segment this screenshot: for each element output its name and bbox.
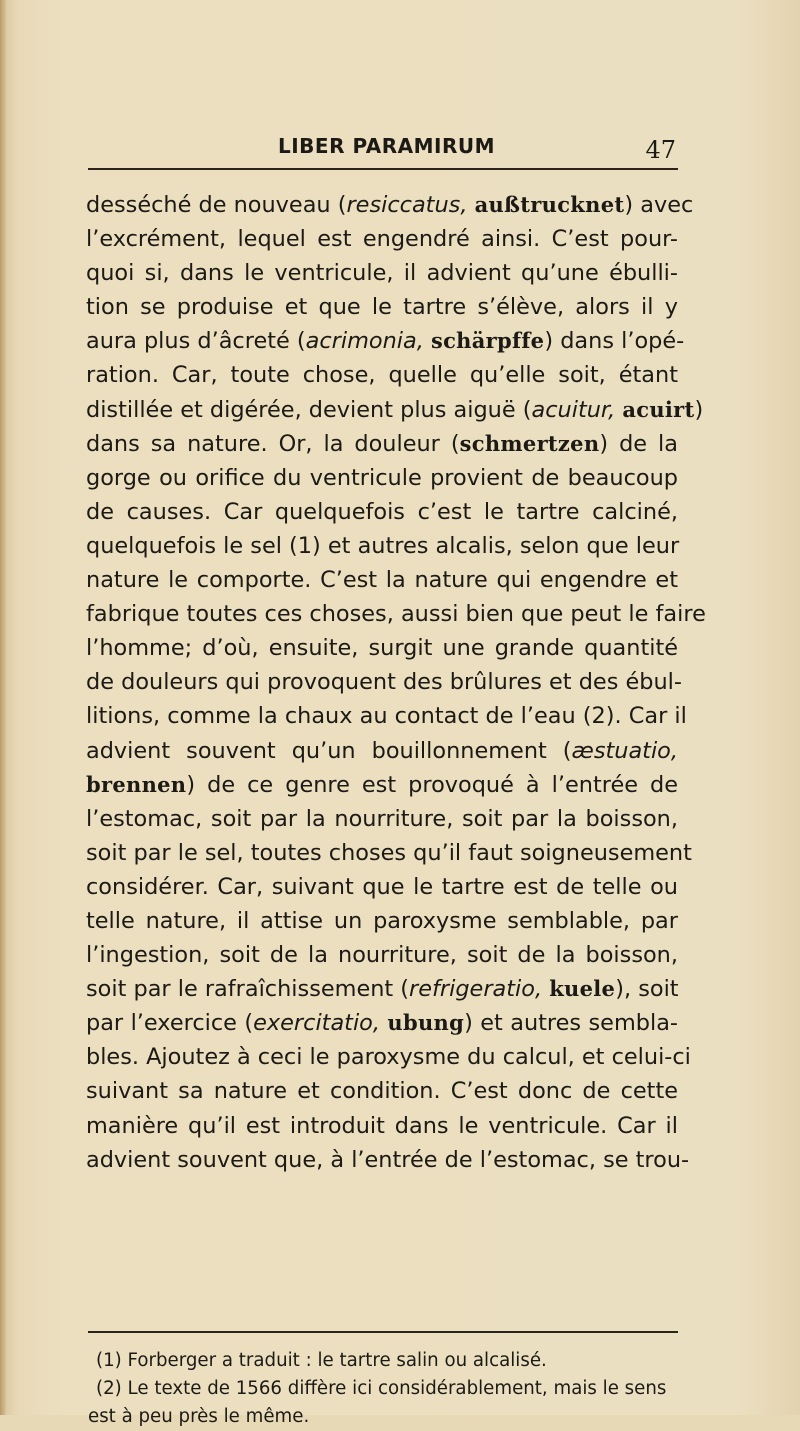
- text-run: aura plus d’âcreté (: [86, 328, 306, 355]
- text-line: [86, 222, 678, 256]
- text-run: ), soit: [615, 976, 679, 1003]
- text-line: [86, 597, 706, 631]
- body-text: [86, 188, 706, 1177]
- footnote-1: (1) Forberger a traduit : le tartre salin ou alcalisé.: [96, 1350, 547, 1371]
- text-run: advient souvent que, à l’entrée de l’estomac, se trou-: [86, 1146, 690, 1173]
- text-run: ) de ce genre est provoqué à l’entrée de: [186, 771, 678, 798]
- text-line: [86, 938, 678, 972]
- text-run: ): [694, 396, 704, 423]
- text-line: [86, 188, 694, 222]
- german-term: schmertzen: [459, 430, 600, 456]
- text-run: par l’exercice (: [86, 1010, 254, 1037]
- text-line: [86, 393, 704, 427]
- text-run: bles. Ajoutez à ceci le paroxysme du calcul, et celui-ci: [86, 1044, 691, 1071]
- footnote-2: (2) Le texte de 1566 diffère ici considérablement, mais le sens: [96, 1378, 667, 1399]
- german-term: ubung: [387, 1010, 465, 1036]
- text-run: l’excrément, lequel est engendré ainsi. C’est pour-: [86, 226, 678, 253]
- german-term: acuirt: [622, 396, 695, 422]
- text-line: [86, 563, 678, 597]
- latin-term: resiccatus,: [346, 192, 468, 218]
- text-line: [86, 461, 678, 495]
- text-line: [86, 358, 678, 392]
- text-run: [424, 328, 431, 354]
- footnotes: [88, 1347, 678, 1431]
- latin-term: exercitatio,: [253, 1010, 380, 1037]
- text-run: fabrique toutes ces choses, aussi bien que peut le faire: [86, 601, 706, 628]
- text-run: suivant sa nature et condition. C’est donc de cette: [86, 1078, 678, 1105]
- text-line: [86, 529, 678, 563]
- text-run: ) et autres sembla-: [464, 1010, 678, 1037]
- text-run: litions, comme la chaux au contact de l’eau (2). Car il: [86, 703, 687, 730]
- german-term: schärpffe: [430, 328, 545, 354]
- text-line: [86, 631, 678, 665]
- text-run: de douleurs qui provoquent des brûlures et des ébul-: [86, 669, 682, 696]
- text-run: soit par le sel, toutes choses qu’il faut soigneusement: [86, 839, 692, 866]
- text-line: [86, 1006, 678, 1040]
- text-run: l’estomac, soit par la nourriture, soit par la boisson,: [86, 805, 678, 832]
- text-line: [86, 290, 678, 324]
- text-run: distillée et digérée, devient plus aiguë (: [86, 396, 532, 423]
- text-run: manière qu’il est introduit dans le ventricule. Car il: [86, 1112, 678, 1139]
- text-run: desséché de nouveau (: [86, 192, 347, 218]
- text-run: tion se produise et que le tartre s’élève, alors il y: [86, 294, 678, 321]
- german-term: brennen: [86, 771, 187, 797]
- german-term: kuele: [549, 976, 616, 1002]
- text-run: soit par le rafraîchissement (: [86, 976, 410, 1003]
- text-line: [86, 870, 678, 904]
- text-line: [86, 768, 678, 802]
- text-run: ) de la: [599, 430, 678, 457]
- latin-term: refrigeratio,: [409, 976, 543, 1003]
- text-line: [86, 1109, 678, 1143]
- text-line: [86, 1143, 690, 1177]
- text-line: [86, 836, 692, 870]
- text-run: quelquefois le sel (1) et autres alcalis, selon que leur: [86, 532, 680, 559]
- text-run: [467, 192, 474, 218]
- text-run: telle nature, il attise un paroxysme semblable, par: [86, 907, 678, 934]
- text-run: nature le comporte. C’est la nature qui engendre et: [86, 567, 678, 594]
- text-run: dans sa nature. Or, la douleur (: [86, 430, 460, 457]
- page-binding-edge: [0, 0, 6, 1415]
- running-title: LIBER PARAMIRUM: [278, 134, 496, 158]
- latin-term: acrimonia,: [305, 328, 424, 355]
- text-line: [86, 324, 685, 358]
- latin-term: æstuatio,: [571, 737, 678, 764]
- text-run: ration. Car, toute chose, quelle qu’elle soit, étant: [86, 362, 678, 389]
- text-line: [86, 699, 687, 733]
- text-line: [86, 972, 678, 1006]
- text-line: [86, 665, 682, 699]
- footnote-rule: [88, 1331, 678, 1333]
- text-line: [86, 1074, 678, 1108]
- text-line: [86, 1040, 691, 1074]
- text-run: quoi si, dans le ventricule, il advient qu’une ébulli-: [86, 260, 678, 287]
- text-run: l’ingestion, soit de la nourriture, soit de la boisson,: [86, 942, 678, 969]
- text-line: [86, 802, 678, 836]
- text-run: advient souvent qu’un bouillonnement (: [86, 737, 572, 764]
- text-line: [86, 734, 678, 768]
- text-run: ) dans l’opé-: [544, 328, 685, 355]
- running-head: [88, 132, 678, 172]
- footnote-2-continuation: est à peu près le même.: [88, 1406, 310, 1427]
- text-line: [86, 904, 678, 938]
- header-rule: [88, 168, 678, 170]
- text-run: ) avec: [624, 192, 694, 218]
- german-term: außtrucknet: [474, 192, 625, 217]
- text-run: gorge ou orifice du ventricule provient de beaucoup: [86, 464, 678, 491]
- page-number: 47: [645, 136, 676, 164]
- text-run: l’homme; d’où, ensuite, surgit une grande quantité: [86, 635, 678, 662]
- text-run: de causes. Car quelquefois c’est le tartre calciné,: [86, 498, 678, 525]
- text-line: [86, 427, 678, 461]
- latin-term: acuitur,: [531, 396, 616, 423]
- text-run: considérer. Car, suivant que le tartre est de telle ou: [86, 873, 678, 900]
- text-line: [86, 495, 678, 529]
- text-line: [86, 256, 678, 290]
